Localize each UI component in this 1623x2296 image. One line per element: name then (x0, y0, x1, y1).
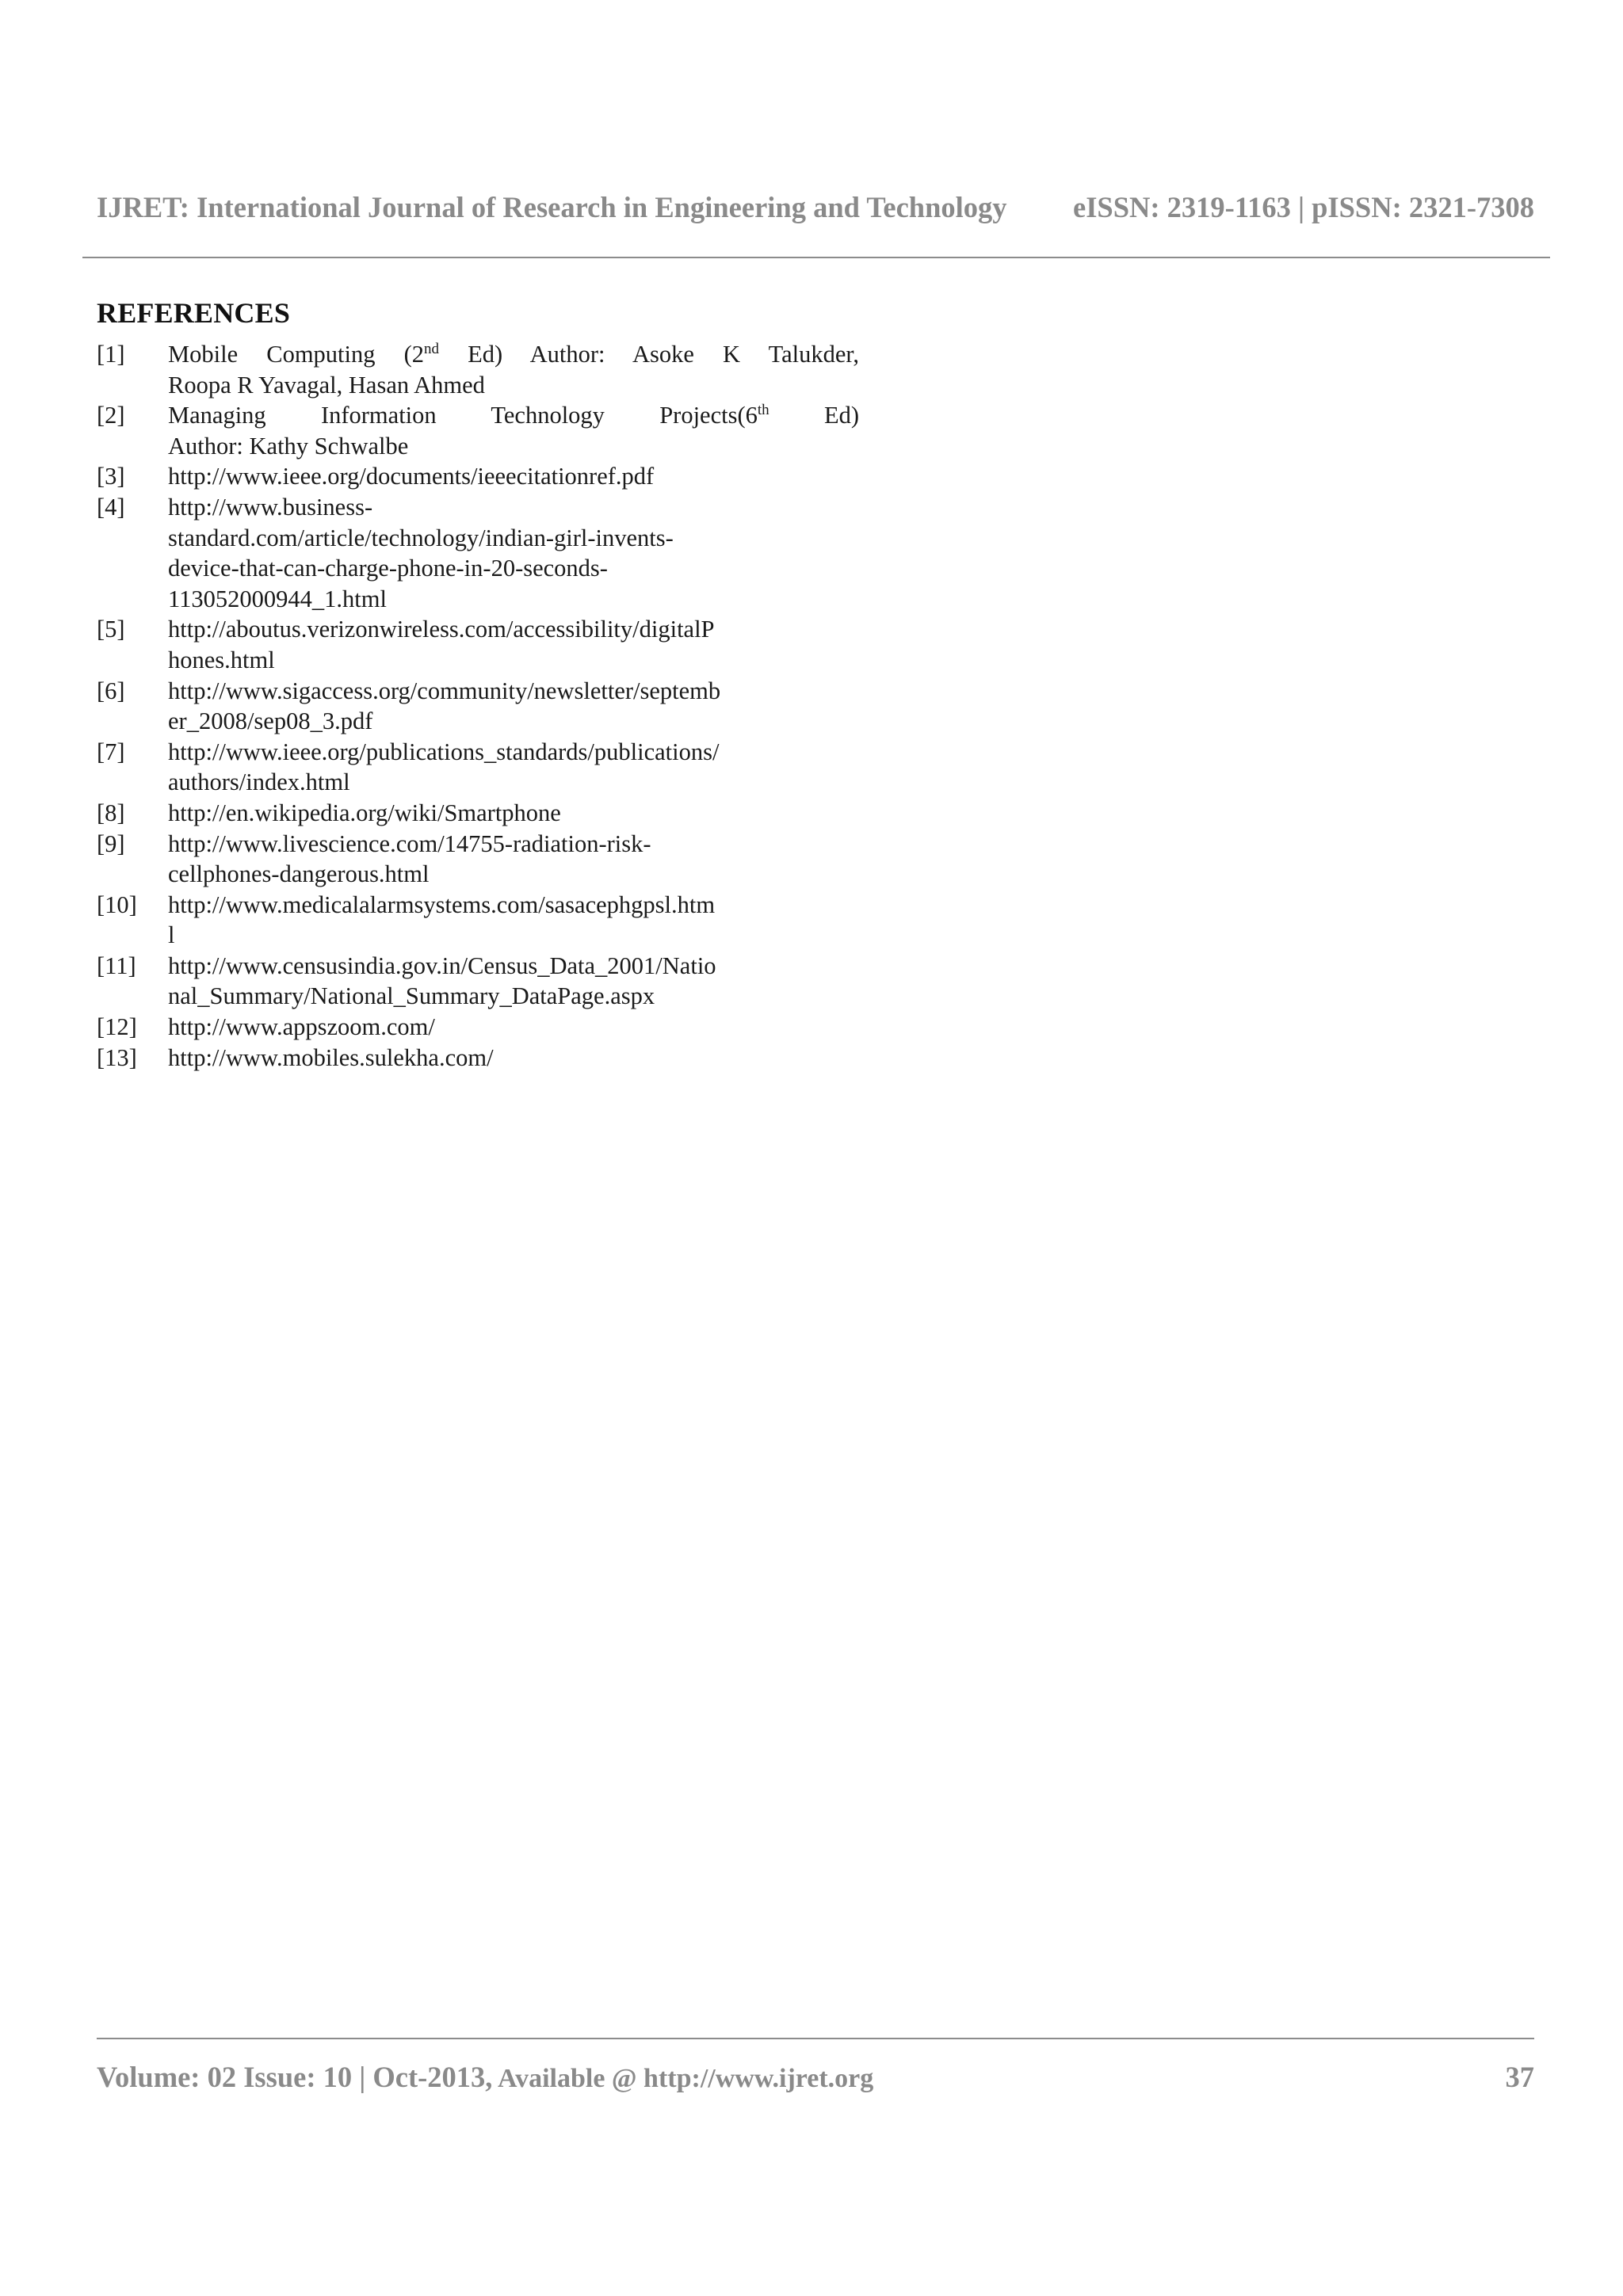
reference-line (168, 614, 859, 645)
reference-text-part: er_2008/sep08_3.pdf (168, 707, 373, 735)
reference-number: [13] (97, 1043, 137, 1071)
journal-title: IJRET: International Journal of Research in Engineering and Technology (97, 191, 1007, 223)
reference-text-part: Mobile Computing (2 (168, 341, 425, 368)
reference-item (97, 798, 889, 829)
reference-text-part: hones.html (168, 646, 275, 673)
reference-text-part: Managing Information Technology Projects(6 (168, 402, 758, 429)
reference-text (168, 890, 859, 951)
reference-text (168, 400, 859, 461)
reference-line (168, 890, 859, 921)
reference-item (97, 1043, 889, 1074)
reference-number: [4] (97, 493, 125, 521)
reference-text (168, 737, 859, 798)
reference-number: [8] (97, 799, 125, 826)
reference-line (168, 951, 859, 982)
references-section (97, 296, 889, 1073)
reference-text (168, 339, 859, 400)
reference-number: [7] (97, 738, 125, 765)
reference-number: [2] (97, 402, 125, 429)
ordinal-superscript: th (757, 402, 769, 419)
reference-text-part: http://www.livescience.com/14755-radiation-risk- (168, 830, 651, 857)
reference-text-part: device-that-can-charge-phone-in-20-seconds- (168, 555, 608, 582)
reference-text-part: http://www.ieee.org/publications_standards/publications/ (168, 738, 720, 765)
reference-text-part: http://www.appszoom.com/ (168, 1013, 435, 1041)
reference-number: [1] (97, 341, 125, 368)
reference-text-part: http://www.business- (168, 493, 373, 521)
reference-text (168, 1012, 859, 1043)
reference-item (97, 492, 889, 614)
footer-volume-issue: Volume: 02 Issue: 10 | Oct-2013, (97, 2061, 493, 2093)
reference-line (168, 676, 859, 707)
journal-issn: eISSN: 2319-1163 | pISSN: 2321-7308 (1073, 191, 1534, 223)
reference-number: [12] (97, 1013, 137, 1041)
reference-line (168, 706, 859, 737)
footer-volume-info (97, 2060, 873, 2094)
reference-line (168, 737, 859, 768)
page-header (97, 190, 1534, 224)
reference-text-part: http://www.mobiles.sulekha.com/ (168, 1043, 494, 1071)
reference-text-part: Roopa R Yavagal, Hasan Ahmed (168, 371, 485, 399)
reference-item (97, 829, 889, 890)
reference-line (168, 553, 859, 584)
reference-item (97, 339, 889, 400)
reference-number: [11] (97, 952, 136, 979)
header-divider (82, 257, 1550, 258)
reference-line (168, 584, 859, 615)
reference-text (168, 798, 859, 829)
reference-number: [9] (97, 830, 125, 857)
reference-line (168, 431, 859, 462)
reference-text-part: http://aboutus.verizonwireless.com/accessibility/digitalP (168, 616, 715, 643)
reference-item (97, 400, 889, 461)
reference-line (168, 829, 859, 860)
footer-availability: Available @ http://www.ijret.org (492, 2064, 874, 2093)
reference-text-part: nal_Summary/National_Summary_DataPage.aspx (168, 982, 655, 1010)
reference-text (168, 829, 859, 890)
reference-item (97, 737, 889, 798)
reference-line (168, 798, 859, 829)
reference-line (168, 523, 859, 554)
reference-text-part: http://en.wikipedia.org/wiki/Smartphone (168, 799, 561, 826)
reference-item (97, 1012, 889, 1043)
reference-line (168, 767, 859, 798)
reference-text-part: http://www.censusindia.gov.in/Census_Data_2001/Natio (168, 952, 716, 979)
reference-text (168, 614, 859, 675)
reference-line (168, 370, 859, 401)
reference-text (168, 461, 859, 492)
reference-text-part: cellphones-dangerous.html (168, 860, 430, 888)
reference-text-part: 113052000944_1.html (168, 585, 387, 612)
reference-number: [6] (97, 677, 125, 704)
reference-text-part: Ed) (769, 402, 859, 429)
reference-text (168, 676, 859, 737)
reference-text-part: authors/index.html (168, 769, 350, 796)
page-number: 37 (1505, 2061, 1534, 2093)
reference-text-part: http://www.ieee.org/documents/ieeecitationref.pdf (168, 463, 655, 490)
reference-line (168, 1043, 859, 1074)
reference-text-part: http://www.medicalalarmsystems.com/sasacephgpsl.htm (168, 891, 716, 918)
reference-line (168, 645, 859, 676)
reference-item (97, 676, 889, 737)
reference-line (168, 492, 859, 523)
reference-line (168, 859, 859, 890)
reference-line (168, 981, 859, 1012)
reference-item (97, 614, 889, 675)
ordinal-superscript: nd (424, 340, 440, 357)
reference-item (97, 461, 889, 492)
reference-text (168, 492, 859, 614)
reference-line (168, 920, 859, 951)
reference-line (168, 1012, 859, 1043)
reference-text-part: l (168, 921, 175, 949)
footer-divider (97, 2038, 1534, 2039)
references-heading: REFERENCES (97, 297, 291, 329)
reference-text-part: standard.com/article/technology/indian-girl-invents- (168, 524, 674, 551)
reference-list (97, 339, 889, 1073)
reference-number: [5] (97, 616, 125, 643)
reference-item (97, 951, 889, 1012)
reference-line (168, 400, 859, 431)
page-footer (97, 2060, 1534, 2094)
reference-text-part: Ed) Author: Asoke K Talukder, (439, 341, 859, 368)
reference-number: [10] (97, 891, 137, 918)
reference-line (168, 461, 859, 492)
reference-text-part: Author: Kathy Schwalbe (168, 432, 409, 460)
reference-item (97, 890, 889, 951)
reference-text-part: http://www.sigaccess.org/community/newsletter/septemb (168, 677, 721, 704)
reference-line (168, 339, 859, 370)
reference-number: [3] (97, 463, 125, 490)
reference-text (168, 951, 859, 1012)
reference-text (168, 1043, 859, 1074)
